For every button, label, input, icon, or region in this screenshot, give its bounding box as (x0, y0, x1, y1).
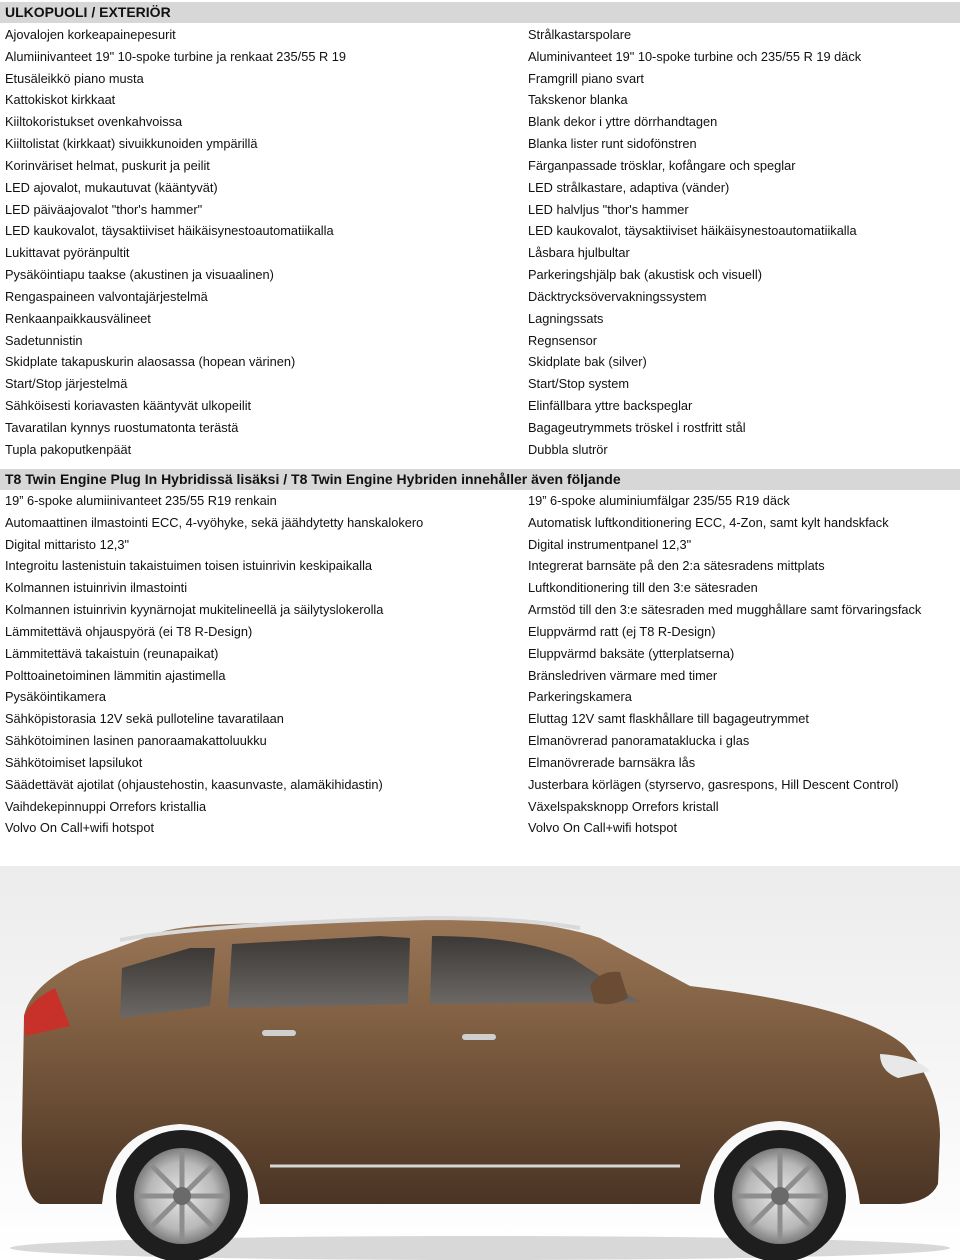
feature-row (0, 599, 960, 621)
feature-finnish: Sähköpistorasia 12V sekä pulloteline tavaratilaan (5, 711, 284, 727)
feature-swedish: Integrerat barnsäte på den 2:a sätesradens mittplats (528, 558, 825, 574)
rear-door-handle (262, 1030, 296, 1036)
feature-finnish: LED kaukovalot, täysaktiiviset häikäisynestoautomatiikalla (5, 223, 334, 239)
feature-finnish: Lämmitettävä ohjauspyörä (ei T8 R-Design) (5, 623, 253, 639)
feature-row (0, 730, 960, 752)
feature-finnish: 19” 6-spoke alumiinivanteet 235/55 R19 renkain (5, 493, 277, 508)
hybrid-feature-list (0, 490, 960, 839)
feature-swedish: Justerbara körlägen (styrservo, gasrespons, Hill Descent Control) (528, 776, 899, 792)
feature-swedish: Takskenor blanka (528, 92, 628, 108)
feature-swedish: Eluppvärmd baksäte (ytterplatserna) (528, 645, 735, 661)
feature-swedish: Strålkastarspolare (528, 27, 632, 42)
feature-finnish: Lämmitettävä takaistuin (reunapaikat) (5, 645, 219, 661)
feature-row (0, 417, 960, 439)
feature-row (0, 242, 960, 264)
feature-finnish: Pysäköintiapu taakse (akustinen ja visuaalinen) (5, 267, 274, 283)
feature-row (0, 439, 960, 461)
feature-finnish: Start/Stop järjestelmä (5, 376, 128, 392)
feature-row (0, 512, 960, 534)
feature-finnish: Tupla pakoputkenpäät (5, 441, 132, 457)
feature-swedish: Dubbla slutrör (528, 441, 608, 457)
rear-wheel (116, 1130, 248, 1260)
feature-row (0, 286, 960, 308)
feature-row (0, 621, 960, 643)
feature-swedish: Armstöd till den 3:e sätesraden med mugghållare samt förvaringsfack (528, 602, 922, 618)
feature-finnish: Alumiinivanteet 19" 10-spoke turbine ja renkaat 235/55 R 19 (5, 48, 347, 64)
feature-finnish: Kattokiskot kirkkaat (5, 92, 116, 108)
feature-finnish: Ajovalojen korkeapainepesurit (5, 27, 176, 42)
feature-finnish: Renkaanpaikkausvälineet (5, 310, 151, 326)
feature-finnish: Kolmannen istuinrivin kyynärnojat mukitelineellä ja säilytyslokerolla (5, 602, 384, 618)
feature-row (0, 155, 960, 177)
feature-swedish: Start/Stop system (528, 376, 629, 392)
feature-finnish: Sähkötoimiset lapsilukot (5, 754, 143, 770)
feature-row (0, 490, 960, 512)
car-image (0, 866, 960, 1260)
feature-swedish: Parkeringskamera (528, 689, 632, 705)
feature-finnish: Sähköisesti koriavasten kääntyvät ulkopeilit (5, 398, 252, 414)
feature-finnish: LED ajovalot, mukautuvat (kääntyvät) (5, 179, 218, 195)
feature-swedish: Bränsledriven värmare med timer (528, 667, 718, 683)
feature-finnish: Polttoainetoiminen lämmitin ajastimella (5, 667, 226, 683)
feature-row (0, 133, 960, 155)
feature-swedish: Parkeringshjälp bak (akustisk och visuell) (528, 267, 762, 283)
feature-row (0, 774, 960, 796)
feature-row (0, 199, 960, 221)
feature-swedish: Blanka lister runt sidofönstren (528, 136, 697, 152)
feature-finnish: Pysäköintikamera (5, 689, 106, 705)
feature-swedish: Låsbara hjulbultar (528, 245, 630, 261)
feature-swedish: Elinfällbara yttre backspeglar (528, 398, 693, 414)
feature-row (0, 264, 960, 286)
feature-row (0, 351, 960, 373)
feature-finnish: Etusäleikkö piano musta (5, 70, 144, 86)
feature-row (0, 220, 960, 242)
feature-swedish: Färganpassade trösklar, kofångare och speglar (528, 157, 796, 173)
feature-swedish: Eluttag 12V samt flaskhållare till bagageutrymmet (528, 711, 809, 727)
feature-swedish: Digital instrumentpanel 12,3" (528, 536, 692, 552)
feature-row (0, 111, 960, 133)
feature-finnish: Sähkötoiminen lasinen panoraamakattoluukku (5, 733, 267, 749)
feature-swedish: Framgrill piano svart (528, 70, 644, 86)
feature-row (0, 686, 960, 708)
feature-swedish: LED halvljus "thor's hammer (528, 201, 689, 217)
feature-finnish: Automaattinen ilmastointi ECC, 4-vyöhyke, sekä jäähdytetty hanskalokero (5, 514, 424, 530)
feature-row (0, 555, 960, 577)
feature-swedish: Skidplate bak (silver) (528, 354, 647, 370)
feature-row (0, 24, 960, 46)
feature-finnish: Volvo On Call+wifi hotspot (5, 820, 155, 836)
rear-door-window (228, 936, 410, 1008)
feature-finnish: Rengaspaineen valvontajärjestelmä (5, 288, 208, 304)
feature-swedish: Eluppvärmd ratt (ej T8 R-Design) (528, 623, 716, 639)
feature-row (0, 46, 960, 68)
feature-finnish: LED päiväajovalot "thor's hammer" (5, 201, 203, 217)
feature-finnish: Digital mittaristo 12,3" (5, 536, 130, 552)
feature-swedish: Blank dekor i yttre dörrhandtagen (528, 114, 718, 130)
feature-swedish: Bagageutrymmets tröskel i rostfritt stål (528, 419, 746, 435)
feature-finnish: Vaihdekepinnuppi Orrefors kristallia (5, 798, 207, 814)
feature-finnish: Integroitu lastenistuin takaistuimen toisen istuinrivin keskipaikalla (5, 558, 373, 574)
feature-row (0, 577, 960, 599)
feature-row (0, 89, 960, 111)
feature-row (0, 373, 960, 395)
front-wheel (714, 1130, 846, 1260)
front-door-handle (462, 1034, 496, 1040)
feature-finnish: Sadetunnistin (5, 332, 83, 348)
feature-swedish: Aluminivanteet 19" 10-spoke turbine och 235/55 R 19 däck (528, 48, 862, 64)
feature-row (0, 817, 960, 839)
feature-swedish: LED kaukovalot, täysaktiiviset häikäisynestoautomatiikalla (528, 223, 857, 239)
feature-row (0, 534, 960, 556)
feature-swedish: Luftkonditionering till den 3:e sätesraden (528, 580, 758, 596)
feature-row (0, 68, 960, 90)
feature-row (0, 796, 960, 818)
feature-finnish: Korinväriset helmat, puskurit ja peilit (5, 157, 210, 173)
feature-swedish: Regnsensor (528, 332, 598, 348)
feature-finnish: Kiiltokoristukset ovenkahvoissa (5, 114, 183, 130)
feature-finnish: Lukittavat pyöränpultit (5, 245, 130, 261)
feature-swedish: 19” 6-spoke aluminiumfälgar 235/55 R19 däck (528, 493, 790, 508)
section-header-exterior: ULKOPUOLI / EXTERIÖR (0, 2, 960, 23)
section-header-t8-hybrid: T8 Twin Engine Plug In Hybridissä lisäksi / T8 Twin Engine Hybriden innehåller även följande (0, 469, 960, 490)
feature-row (0, 752, 960, 774)
feature-row (0, 330, 960, 352)
feature-swedish: Lagningssats (528, 310, 604, 326)
feature-row (0, 308, 960, 330)
feature-finnish: Kiiltolistat (kirkkaat) sivuikkunoiden ympärillä (5, 136, 258, 152)
feature-swedish: Elmanövrerade barnsäkra lås (528, 754, 696, 770)
feature-swedish: LED strålkastare, adaptiva (vänder) (528, 179, 730, 195)
feature-row (0, 177, 960, 199)
feature-finnish: Kolmannen istuinrivin ilmastointi (5, 580, 188, 596)
feature-finnish: Skidplate takapuskurin alaosassa (hopean värinen) (5, 354, 296, 370)
feature-finnish: Säädettävät ajotilat (ohjaustehostin, kaasunvaste, alamäkihidastin) (5, 776, 383, 792)
exterior-feature-list (0, 24, 960, 461)
feature-finnish: Tavaratilan kynnys ruostumatonta terästä (5, 419, 239, 435)
feature-row (0, 395, 960, 417)
feature-swedish: Däcktrycksövervakningssystem (528, 288, 707, 304)
feature-row (0, 643, 960, 665)
feature-swedish: Automatisk luftkonditionering ECC, 4-Zon, samt kylt handskfack (528, 514, 889, 530)
feature-swedish: Elmanövrerad panoramataklucka i glas (528, 733, 750, 749)
feature-row (0, 665, 960, 687)
feature-swedish: Växelspaksknopp Orrefors kristall (528, 798, 719, 814)
feature-row (0, 708, 960, 730)
feature-swedish: Volvo On Call+wifi hotspot (528, 820, 678, 836)
